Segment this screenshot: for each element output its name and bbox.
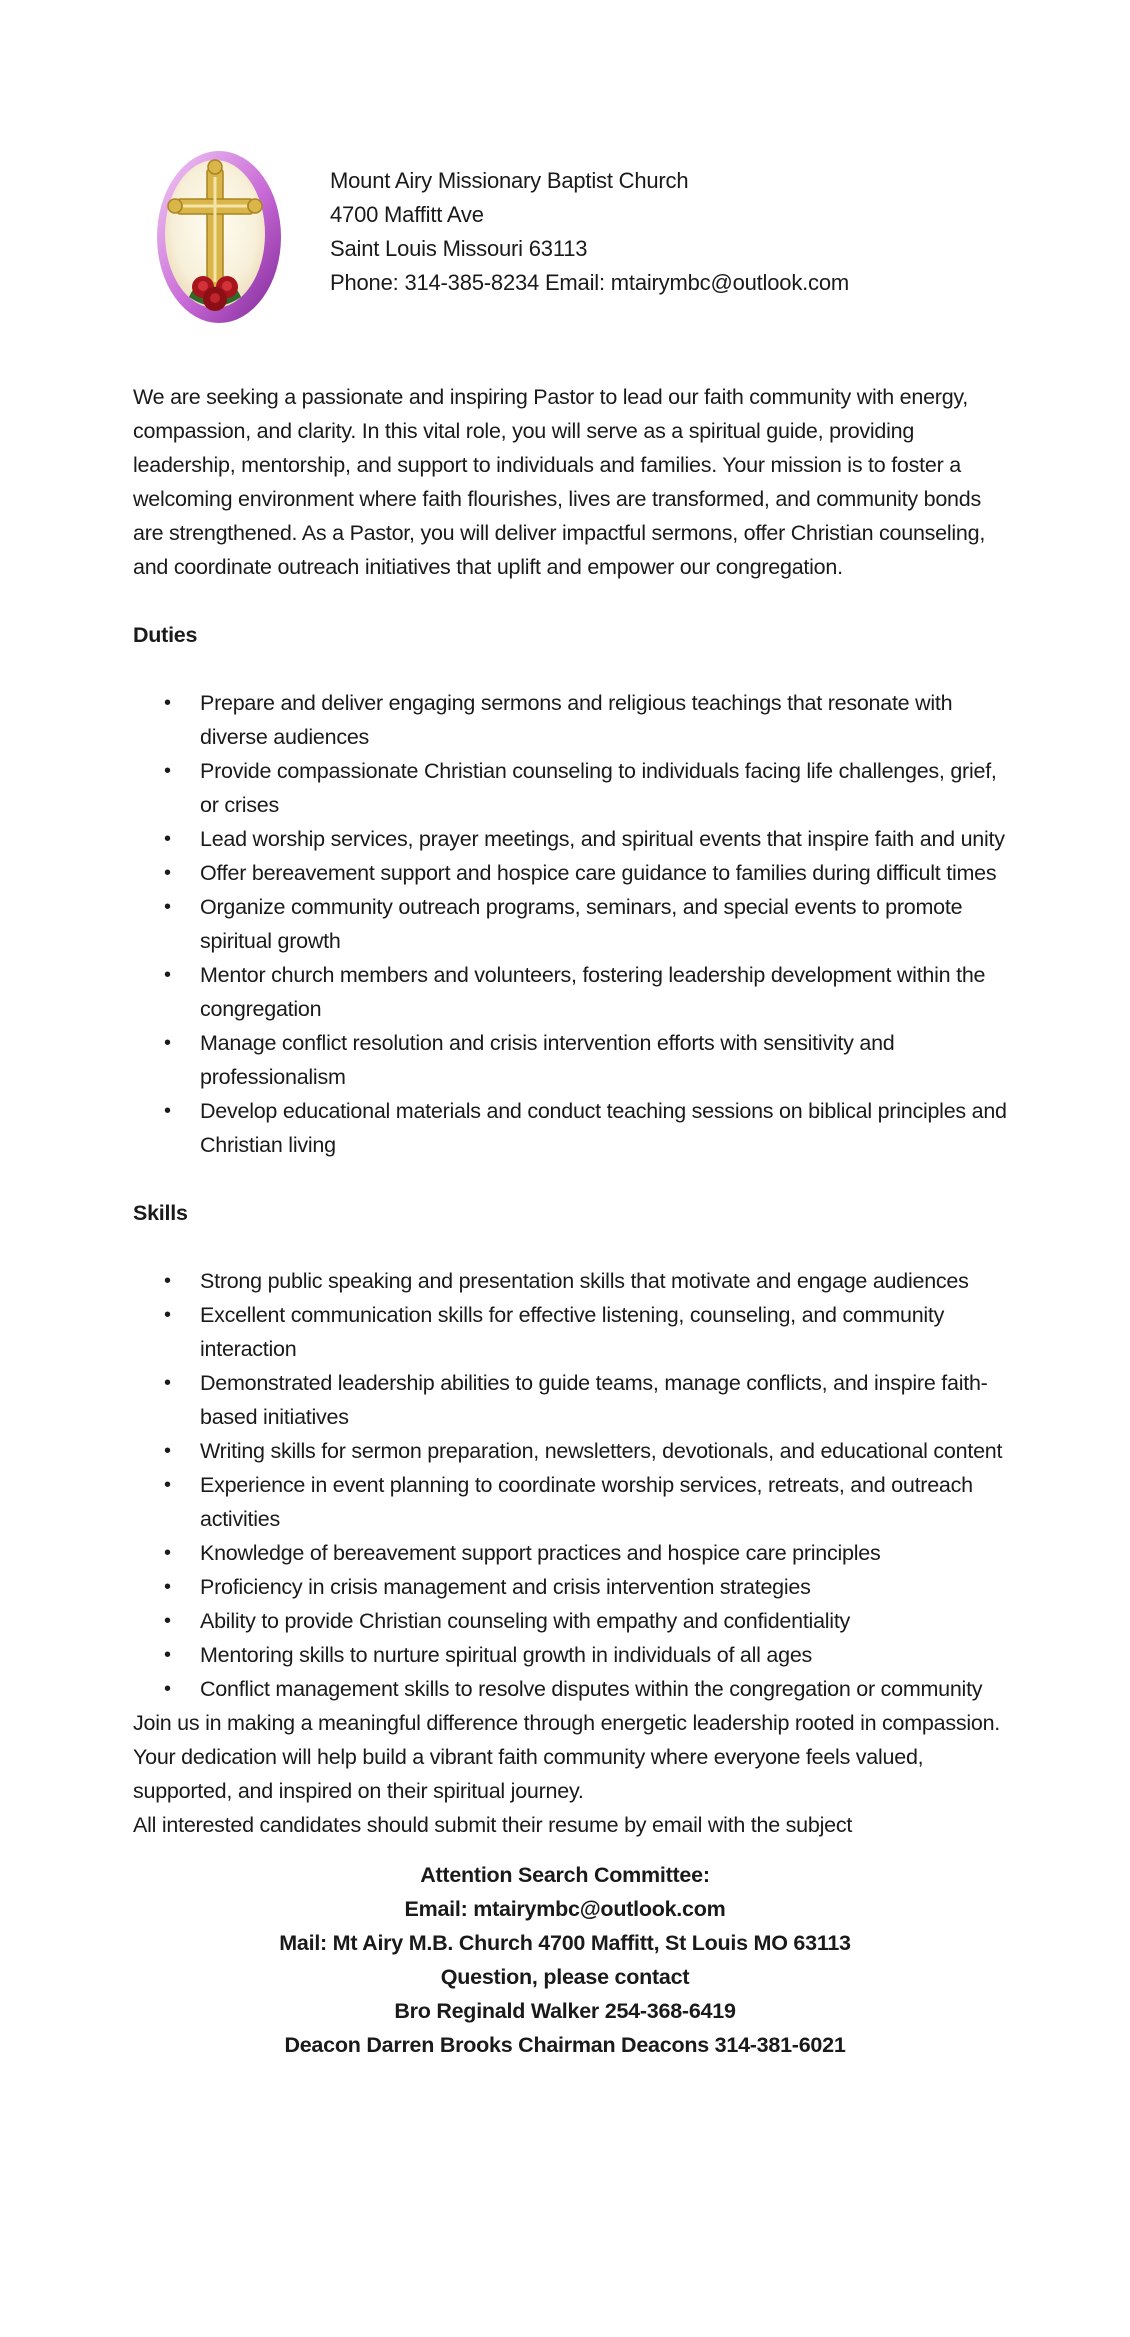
bullet-icon: • (164, 1304, 171, 1326)
contact-person-1: Bro Reginald Walker 254-368-6419 (394, 1999, 736, 2023)
church-address (330, 164, 849, 300)
closing-paragraph: Join us in making a meaningful difference through energetic leadership rooted in compassion. Your dedication will help build a vibrant faith community where everyone feels valued, supported, and inspired on their spiritual journey. (133, 1711, 1001, 1803)
bullet-icon: • (164, 760, 171, 782)
bullet-icon: • (164, 1610, 171, 1632)
contact-email: Email: mtairymbc@outlook.com (404, 1897, 726, 1921)
duty-item: • Provide compassionate Christian counseling to individuals facing life challenges, grief, or crises (200, 754, 1013, 822)
church-logo (155, 147, 285, 327)
skill-item: • Strong public speaking and presentation skills that motivate and engage audiences (200, 1264, 1013, 1298)
skill-item: • Demonstrated leadership abilities to guide teams, manage conflicts, and inspire faith-based initiatives (200, 1366, 1013, 1434)
duty-item: • Prepare and deliver engaging sermons and religious teachings that resonate with diverse audiences (200, 686, 1013, 754)
mail-address: Mail: Mt Airy M.B. Church 4700 Maffitt, St Louis MO 63113 (279, 1931, 851, 1955)
bullet-icon: • (164, 896, 171, 918)
skill-item: • Mentoring skills to nurture spiritual growth in individuals of all ages (200, 1638, 1013, 1672)
bullet-icon: • (164, 862, 171, 884)
skill-item: • Proficiency in crisis management and crisis intervention strategies (200, 1570, 1013, 1604)
bullet-icon: • (164, 964, 171, 986)
submit-note: All interested candidates should submit their resume by email with the subject (133, 1813, 853, 1837)
city-state-zip: Saint Louis Missouri 63113 (330, 236, 588, 261)
letterhead (155, 142, 1055, 332)
bullet-icon: • (164, 692, 171, 714)
bullet-icon: • (164, 1474, 171, 1496)
duty-item: • Mentor church members and volunteers, fostering leadership development within the congregation (200, 958, 1013, 1026)
bullet-icon: • (164, 1440, 171, 1462)
contact-block (0, 1858, 1130, 2062)
phone-email: Phone: 314-385-8234 Email: mtairymbc@outlook.com (330, 270, 849, 295)
attention-line: Attention Search Committee: (420, 1863, 710, 1887)
bullet-icon: • (164, 1678, 171, 1700)
bullet-icon: • (164, 1372, 171, 1394)
skill-item: • Knowledge of bereavement support practices and hospice care principles (200, 1536, 1013, 1570)
question-line: Question, please contact (440, 1965, 690, 1989)
bullet-icon: • (164, 1270, 171, 1292)
intro-paragraph: We are seeking a passionate and inspiring Pastor to lead our faith community with energy, compassion, and clarity. In this vital role, you will serve as a spiritual guide, providing leadership, mentorship, and support to individuals and families. Your mission is to foster a welcoming environment where faith flourishes, lives are transformed, and community bonds are strengthened. As a Pastor, you will deliver impactful sermons, offer Christian counseling, and coordinate outreach initiatives that uplift and empower our congregation. (133, 385, 986, 579)
street-address: 4700 Maffitt Ave (330, 202, 484, 227)
skill-item: • Excellent communication skills for effective listening, counseling, and community interaction (200, 1298, 1013, 1366)
skills-list (133, 1264, 1013, 1706)
duty-item: • Organize community outreach programs, seminars, and special events to promote spiritual growth (200, 890, 1013, 958)
duty-item: • Offer bereavement support and hospice care guidance to families during difficult times (200, 856, 1013, 890)
skill-item: • Conflict management skills to resolve disputes within the congregation or community (200, 1672, 1013, 1706)
bullet-icon: • (164, 1542, 171, 1564)
contact-person-2: Deacon Darren Brooks Chairman Deacons 314-381-6021 (284, 2033, 846, 2057)
skills-heading: Skills (133, 1201, 188, 1225)
duty-item: • Lead worship services, prayer meetings, and spiritual events that inspire faith and unity (200, 822, 1013, 856)
bullet-icon: • (164, 1576, 171, 1598)
bullet-icon: • (164, 1644, 171, 1666)
skill-item: • Writing skills for sermon preparation, newsletters, devotionals, and educational content (200, 1434, 1013, 1468)
skill-item: • Ability to provide Christian counseling with empathy and confidentiality (200, 1604, 1013, 1638)
bullet-icon: • (164, 1100, 171, 1122)
duty-item: • Manage conflict resolution and crisis intervention efforts with sensitivity and professionalism (200, 1026, 1013, 1094)
skill-item: • Experience in event planning to coordinate worship services, retreats, and outreach activities (200, 1468, 1013, 1536)
church-name: Mount Airy Missionary Baptist Church (330, 168, 689, 193)
bullet-icon: • (164, 1032, 171, 1054)
duties-list (133, 686, 1013, 1162)
bullet-icon: • (164, 828, 171, 850)
duties-heading: Duties (133, 623, 198, 647)
job-description (133, 380, 1013, 1842)
duty-item: • Develop educational materials and conduct teaching sessions on biblical principles and Christian living (200, 1094, 1013, 1162)
